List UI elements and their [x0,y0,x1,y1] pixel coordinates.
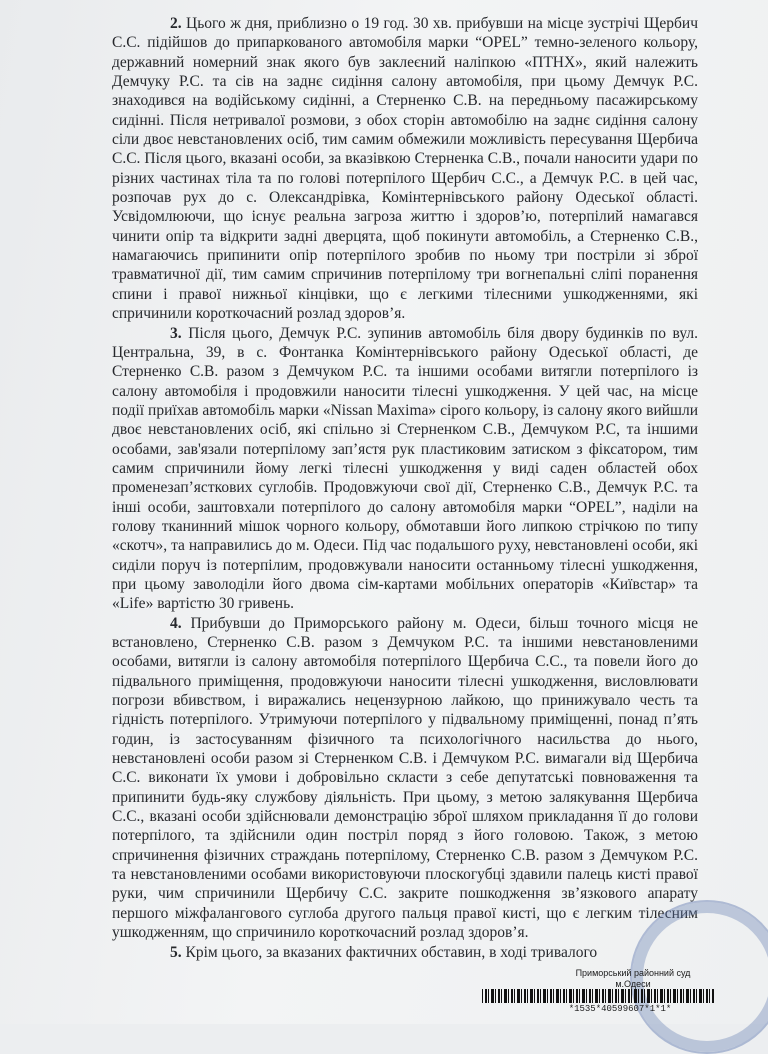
paragraph-3 [112,324,698,614]
stamp-line: м.Одеси [615,979,651,989]
paragraph-2 [112,14,698,324]
stamp-line: Приморський районний суд [575,968,691,978]
paragraph-text: Прибувши до Приморського району м. Одеси, більш точного місця не встановлено, Стерненко С.В. разом з Демчуком Р.С. та іншими невстановленими особами, витягли із салону автомобіля потерпілого Щербича С.С., та повели його до підвального приміщення, продовжуючи наносити тілесні ушкодження, висловлювати погрози вбивством, і виражались нецензурною лайкою, що принижувало честь та гідність потерпілого. Утримуючи потерпілого у підвальному приміщенні, понад п’ять годин, із застосуванням фізичного та психологічного насильства до нього, невстановлені особи разом зі Стерненком С.В. і Демчуком Р.С. вимагали від Щербича С.С. виконати їх умови і добровільно скласти з себе депутатські повноваження та припинити будь-яку службову діяльність. При цьому, з метою залякування Щербича С.С., вказані особи здійснювали демонстрацію зброї шляхом прикладання її до голови потерпілого, та здійснили один постріл поряд з його головою. Також, з метою спричинення фізичних страждань потерпілому, Стерненко С.В. разом з Демчуком Р.С. та невстановленими особами використовуючи плоскогубці здавили палець кисті правої руки, чим спричинили Щербичу С.С. закрите пошкодження зв’язкового апарату першого міжфалангового суглоба другого пальця правої кисті, що є легким тілесним ушкодженням, що спричинило короткочасний розлад здоров’я. [112,614,698,942]
paragraph-number: 4. [170,614,182,632]
paragraph-number: 2. [170,15,182,32]
barcode [482,989,714,1003]
paragraph-number: 3. [170,324,182,342]
paragraph-5 [112,943,698,962]
document-text [112,14,698,962]
paragraph-text: Після цього, Демчук Р.С. зупинив автомобіль біля двору будинків по вул. Центральна, 39, в с. Фонтанка Комінтернівського району Одеської області, де Стерненко С.В. разом з Демчуком Р.С. та іншими особами витягли потерпілого із салону автомобіля і продовжили наносити тілесні ушкодження. У цей час, на місце події приїхав автомобіль марки «Nissan Maxima» сірого кольору, із салону якого вийшли двоє невстановлених осіб, які спільно зі Стерненком С.В., Демчуком Р.С, та іншими особами, зав'язали потерпілому зап’ястя рук пластиковим затиском з фіксатором, тим самим спричинили йому легкі тілесні ушкодження у виді саден областей обох променезап’ясткових суглобів. Продовжуючи свої дії, Стерненко С.В., Демчук Р.С. та інші особи, заштовхали потерпілого до салону автомобіля марки “OPEL”, наділи на голову тканинний мішок чорного кольору, обмотавши його липкою стрічкою по типу «скотч», та направились до м. Одеси. Під час подальшого руху, невстановлені особи, які сиділи поруч із потерпілим, продовжували наносити останньому тілесні ушкодження, при цьому заволоділи його двома сім-картами мобільних операторів «Київстар» та «Life» вартістю 30 гривень. [112,324,699,613]
barcode-number: *1535*40599607*1*1* [568,1004,672,1014]
paragraph-text: Цього ж дня, приблизно о 19 год. 30 хв. прибувши на місце зустрічі Щербич С.С. підійшов до припаркованого автомобіля марки “OPEL” темно-зеленого кольору, державний номерний знак якого був заклеєний наліпкою «ПТНХ», який належить Демчуку Р.С. та сів на заднє сидіння салону автомобіля, при цьому Демчук Р.С. знаходився на водійському сидінні, а Стерненко С.В. на передньому пасажирському сидінні. Після нетривалої розмови, з обох сторін автомобілю на заднє сидіння салону сіли двоє невстановлених осіб, тим самим обмежили можливість пересування Щербича С.С. Після цього, вказані особи, за вказівкою Стерненка С.В., почали наносити удари по різних частинах тіла та по голові потерпілого Щербич С.С., а Демчук Р.С. в цей час, розпочав рух до с. Олександрівка, Комінтернівського району Одеської області. Усвідомлюючи, що існує реальна загроза життю і здоров’ю, потерпілий намагався чинити опір та відкрити задні дверцята, щоб покинути автомобіль, а Стерненко С.В., намагаючись припинити опір потерпілого зробив по ньому три постріли зі зброї травматичної дії, тим самим спричинив потерпілому три вогнепальні сліпі поранення спини і правої нижньої кінцівки, що є легкими тілесними ушкодженнями, які спричинили короткочасний розлад здоров’я. [112,15,698,323]
paragraph-text: Крім цього, за вказаних фактичних обставин, в ході тривалого [185,943,598,961]
paragraph-number: 5. [170,943,182,961]
stamp-text [548,968,718,990]
paragraph-4 [112,614,698,943]
